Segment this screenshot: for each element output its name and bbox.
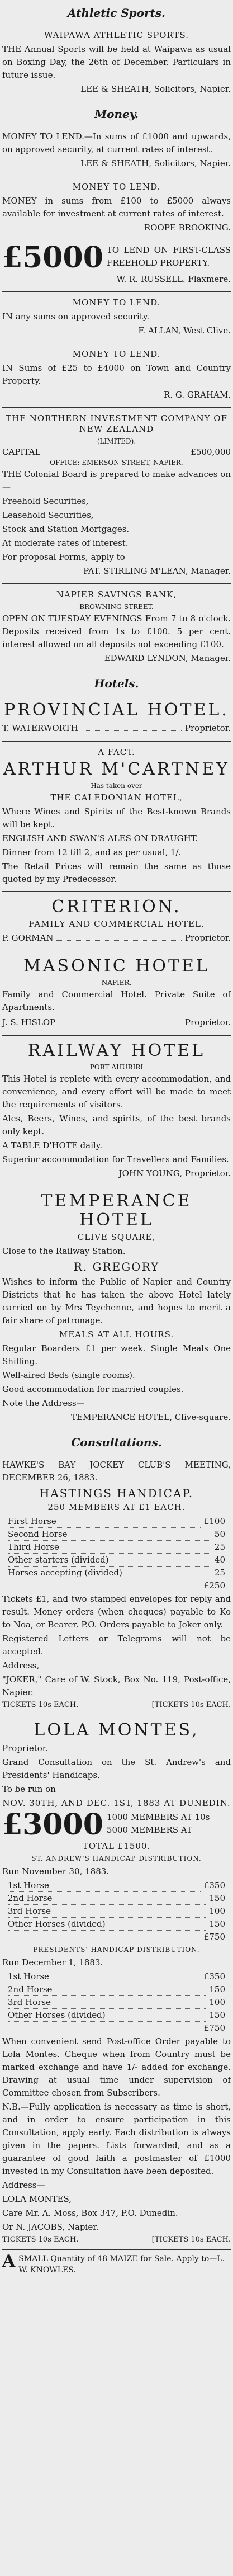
ad-money-brooking xyxy=(2,176,231,240)
prize-row xyxy=(8,1996,225,2009)
tickets-left: TICKETS 10s EACH. xyxy=(2,2235,79,2244)
ad-forms: For proposal Forms, apply to xyxy=(2,552,125,562)
prize-label: 2nd Horse xyxy=(8,1983,206,1996)
ad-northern-investment xyxy=(2,407,231,583)
distribution-title: ST. ANDREW'S HANDICAP DISTRIBUTION. xyxy=(31,1855,202,1862)
ad-body: Family and Commercial Hotel. Private Suite of Apartments. xyxy=(2,989,231,1012)
ad-maize xyxy=(2,2249,231,2276)
dot-leader xyxy=(56,932,181,941)
ad-drop-cap: A xyxy=(2,2252,16,2271)
capital-row xyxy=(2,446,231,458)
ad-address: LOLA MONTES, xyxy=(2,2194,72,2204)
ad-title: MONEY TO LEND. xyxy=(72,182,161,192)
prize-label: Second Horse xyxy=(8,1528,211,1541)
prize-label: 3rd Horse xyxy=(8,1996,206,2009)
ad-body: Tickets £1, and two stamped envelopes for reply and result. Money orders (when cheques) payable to Ko to Noa, or Bearer. P.O. Orders payable to Joker only. xyxy=(2,1594,231,1630)
section-heading-athletic: Athletic Sports. xyxy=(67,6,165,20)
ad-rate: At moderate rates of interest. xyxy=(2,538,129,548)
ad-money-graham xyxy=(2,343,231,407)
ad-street: CLIVE SQUARE, xyxy=(77,1232,156,1242)
ad-body: N.B.—Fully application is necessary as time is short, and in order to ensure participation in this Consultation, apply early. Each distribution is always given in the papers. Lists forwarded, and as a guarantee of good faith a postmaster of £1000 invested in my Consultation have been deposited. xyxy=(2,2102,231,2176)
tickets-right: [TICKETS 10s EACH. xyxy=(151,2235,231,2244)
ad-address-label: Note the Address— xyxy=(2,1398,85,1408)
ad-big-row xyxy=(2,1808,231,1842)
ad-taken: —Has taken over— xyxy=(84,782,149,790)
ad-pretitle: A FACT. xyxy=(98,747,135,757)
proprietor-role: Proprietor. xyxy=(184,723,231,733)
prize-list xyxy=(2,1515,231,1592)
ad-place: PORT AHURIRI xyxy=(89,1063,144,1071)
ad-body: MONEY TO LEND.—In sums of £1000 and upwards, on approved security, at current rates of interest. xyxy=(2,131,231,154)
ad-signature: JOHN YOUNG, Proprietor. xyxy=(118,1168,231,1178)
prize-label: 1st Horse xyxy=(8,1970,201,1983)
ad-address-label: Address, xyxy=(2,1660,40,1671)
prize-total-value: £750 xyxy=(203,1932,225,1942)
ad-subtitle: FAMILY AND COMMERCIAL HOTEL. xyxy=(28,919,205,929)
ad-body: TO LEND ON FIRST-CLASS FREEHOLD PROPERTY. xyxy=(106,245,231,268)
ad-title: ARTHUR M'CARTNEY xyxy=(3,759,230,779)
ad-title: MASONIC HOTEL xyxy=(23,956,210,976)
ad-title: TEMPERANCE HOTEL xyxy=(41,1191,192,1230)
ad-intro: HAWKE'S BAY JOCKEY CLUB'S MEETING, DECEMBER 26, 1883. xyxy=(2,1460,231,1483)
ad-subtitle: (LIMITED). xyxy=(97,437,136,445)
ad-title: THE NORTHERN INVESTMENT COMPANY OF NEW ZEALAND xyxy=(6,413,227,434)
tickets-left: TICKETS 10s EACH. xyxy=(2,1701,79,1709)
ad-members-block xyxy=(107,1811,231,1837)
prize-label: Other Horses (divided) xyxy=(8,1918,206,1931)
ad-big-amount: £5000 xyxy=(2,240,103,275)
ad-body: When convenient send Post-office Order payable to Lola Montes. Cheque when from Country must be marked exchange and have 1/- added for exchange. Drawing at usual time under supervision of Committee chosen from Subscribers. xyxy=(2,2036,231,2098)
ad-body: IN any sums on approved security. xyxy=(2,312,150,322)
proprietor-name: T. WATERWORTH xyxy=(2,723,78,733)
ad-body: Wishes to inform the Public of Napier and Country Districts that he has taken the above Hotel lately carried on by Mrs Teychenne, and hopes to merit a fair share of patronage. xyxy=(2,1277,231,1325)
ad-item: Leasehold Securities, xyxy=(2,510,94,520)
ad-meals: MEALS AT ALL HOURS. xyxy=(59,1329,174,1339)
prize-value: 150 xyxy=(209,1919,225,1929)
proprietor-row xyxy=(2,932,231,944)
proprietor-role: Proprietor. xyxy=(184,933,231,943)
ad-body: MONEY in sums from £100 to £5000 always available for investment at current rates of interest. xyxy=(2,196,231,219)
ad-body: Superior accommodation for Travellers and Families. xyxy=(2,1154,229,1164)
ad-title: MONEY TO LEND. xyxy=(72,298,161,308)
prize-row xyxy=(8,1879,225,1892)
members-line: 5000 MEMBERS AT xyxy=(106,1825,192,1835)
distribution-run: Run December 1, 1883. xyxy=(2,1957,103,1968)
ad-body: Well-aired Beds (single rooms). xyxy=(2,1370,135,1380)
prize-value: 150 xyxy=(209,2010,225,2020)
ad-body: OPEN ON TUESDAY EVENINGS From 7 to 8 o'clock. Deposits received from 1s to £100. 5 per cent. interest allowed on all deposits not exceeding £100. xyxy=(2,614,231,649)
ad-masonic-hotel xyxy=(2,951,231,1035)
prize-value: 100 xyxy=(209,1997,225,2007)
ad-title: NAPIER SAVINGS BANK, xyxy=(56,589,177,600)
ad-body: This Hotel is replete with every accommodation, and convenience, and every effort will be made to meet the requirements of visitors. xyxy=(2,1074,231,1110)
prize-total xyxy=(8,1579,225,1592)
ad-body: Ales, Beers, Wines, and spirits, of the best brands only kept. xyxy=(2,1114,231,1136)
ad-address: Or N. JACOBS, Napier. xyxy=(2,2222,99,2232)
ad-savings-bank xyxy=(2,583,231,671)
ad-total: TOTAL £1500. xyxy=(82,1841,151,1851)
ad-address-label: Address— xyxy=(2,2180,45,2190)
prize-label: Third Horse xyxy=(8,1541,211,1554)
distribution-run: Run November 30, 1883. xyxy=(2,1866,110,1876)
prize-row xyxy=(8,1567,225,1579)
prize-label: Other Horses (divided) xyxy=(8,2009,206,2022)
ad-body: Registered Letters or Telegrams will not be accepted. xyxy=(2,1634,231,1657)
ad-body: Grand Consultation on the St. Andrew's and Presidents' Handicaps. xyxy=(2,1757,231,1780)
ad-body: ENGLISH AND SWAN'S ALES ON DRAUGHT. xyxy=(2,833,198,843)
section-heading-consultations: Consultations. xyxy=(71,1436,162,1449)
ad-body: Good accommodation for married couples. xyxy=(2,1384,184,1394)
ad-item: Freehold Securities, xyxy=(2,496,89,506)
ad-office: OFFICE: EMERSON STREET, NAPIER. xyxy=(50,459,183,466)
ad-body: The Retail Prices will remain the same as those quoted by my Predecessor. xyxy=(2,861,231,884)
ad-big-amount: £3000 xyxy=(2,1808,103,1842)
ad-signature: EDWARD LYNDON, Manager. xyxy=(104,653,231,663)
prize-total-value: £750 xyxy=(203,2023,225,2033)
proprietor-name: P. GORMAN xyxy=(2,933,54,943)
prize-value: 25 xyxy=(214,1568,225,1578)
prize-row xyxy=(8,1515,225,1528)
ad-title: HASTINGS HANDICAP. xyxy=(39,1487,194,1500)
ad-criterion-hotel xyxy=(2,891,231,951)
proprietor-name: J. S. HISLOP xyxy=(2,1017,56,1027)
prize-total-value: £250 xyxy=(203,1580,225,1591)
prize-label: 2nd Horse xyxy=(8,1892,206,1905)
ad-address: TEMPERANCE HOTEL, Clive-square. xyxy=(71,1412,231,1422)
prize-value: £350 xyxy=(203,1880,225,1890)
ad-signature: W. R. RUSSELL. Flaxmere. xyxy=(116,274,231,284)
tickets-row xyxy=(2,2235,231,2245)
ad-temperance-hotel xyxy=(2,1186,231,1429)
ad-title: RAILWAY HOTEL xyxy=(27,1041,206,1060)
ad-role: Proprietor. xyxy=(2,1743,49,1753)
prize-label: 1st Horse xyxy=(8,1879,201,1892)
prize-value: 100 xyxy=(209,1906,225,1916)
ad-signature: ROOPE BROOKING. xyxy=(144,223,231,233)
ad-caledonian-hotel xyxy=(2,741,231,891)
ad-big-row xyxy=(2,240,231,275)
tickets-row xyxy=(2,1700,231,1710)
prize-label: First Horse xyxy=(8,1515,201,1528)
prize-row xyxy=(8,2009,225,2022)
section-heading-hotels: Hotels. xyxy=(94,677,139,690)
ad-title: LOLA MONTES, xyxy=(34,1720,199,1740)
prize-label: 3rd Horse xyxy=(8,1905,206,1918)
ad-item: Stock and Station Mortgages. xyxy=(2,524,130,534)
ad-provincial-hotel xyxy=(2,695,231,741)
prize-label: Other starters (divided) xyxy=(8,1554,211,1567)
ad-hastings-handicap xyxy=(2,1454,231,1715)
ad-body: Regular Boarders £1 per week. Single Meals One Shilling. xyxy=(2,1343,231,1366)
prize-value: 150 xyxy=(209,1984,225,1994)
members-line: 1000 MEMBERS AT 10s xyxy=(106,1812,210,1822)
prize-list xyxy=(2,1879,231,1943)
ad-owner: R. GREGORY xyxy=(73,1260,160,1273)
proprietor-row xyxy=(2,1016,231,1028)
ad-intro: THE Colonial Board is prepared to make advances on— xyxy=(2,469,231,492)
prize-row xyxy=(8,1970,225,1983)
proprietor-row xyxy=(2,722,231,734)
ad-signature: LEE & SHEATH, Solicitors, Napier. xyxy=(80,84,231,94)
prize-list xyxy=(2,1970,231,2034)
ad-title: PROVINCIAL HOTEL. xyxy=(4,700,229,720)
ad-hotel-name: THE CALEDONIAN HOTEL, xyxy=(50,792,183,803)
ad-members: 250 MEMBERS AT £1 EACH. xyxy=(47,1502,186,1512)
ad-signature: LEE & SHEATH, Solicitors, Napier. xyxy=(80,158,231,168)
dot-leader xyxy=(59,1016,182,1025)
prize-value: 150 xyxy=(209,1893,225,1903)
prize-value: £100 xyxy=(203,1516,225,1526)
ad-signature: F. ALLAN, West Clive. xyxy=(138,325,231,336)
prize-total xyxy=(8,2022,225,2034)
ad-place: NAPIER. xyxy=(101,979,132,987)
prize-row xyxy=(8,1892,225,1905)
prize-row xyxy=(8,1541,225,1554)
proprietor-role: Proprietor. xyxy=(184,1017,231,1027)
prize-row xyxy=(8,1983,225,1996)
ad-title: MONEY TO LEND. xyxy=(72,349,161,359)
prize-row xyxy=(8,1918,225,1931)
capital-label: CAPITAL xyxy=(2,447,41,457)
prize-total xyxy=(8,1931,225,1943)
ad-waipawa-sports xyxy=(2,25,231,101)
ad-subtitle: BROWNING-STREET. xyxy=(79,603,154,611)
ad-address: Care Mr. A. Moss, Box 347, P.O. Dunedin. xyxy=(2,2208,178,2218)
ad-body: IN Sums of £25 to £4000 on Town and Country Property. xyxy=(2,363,231,386)
prize-value: £350 xyxy=(203,1971,225,1981)
prize-row xyxy=(8,1554,225,1567)
ad-dates: NOV. 30TH, AND DEC. 1ST, 1883 AT DUNEDIN. xyxy=(2,1798,231,1808)
prize-value: 40 xyxy=(214,1555,225,1565)
prize-value: 25 xyxy=(214,1542,225,1552)
ad-address: "JOKER," Care of W. Stock, Box No. 119, Post-office, Napier. xyxy=(2,1674,231,1697)
ad-body: A TABLE D'HOTE daily. xyxy=(2,1140,102,1150)
dot-leader xyxy=(82,722,182,731)
distribution-title: PRESIDENTS' HANDICAP DISTRIBUTION. xyxy=(33,1946,200,1954)
ad-title: WAIPAWA ATHLETIC SPORTS. xyxy=(44,30,189,40)
ad-body: Where Wines and Spirits of the Best-known Brands will be kept. xyxy=(2,806,231,829)
tickets-right: [TICKETS 10s EACH. xyxy=(151,1701,231,1709)
prize-label: Horses accepting (divided) xyxy=(8,1567,211,1579)
ad-body: THE Annual Sports will be held at Waipawa as usual on Boxing Day, the 26th of December. Particulars in future issue. xyxy=(2,44,231,80)
ad-lola-montes xyxy=(2,1715,231,2249)
ad-body: To be run on xyxy=(2,1784,56,1794)
prize-row xyxy=(8,1528,225,1541)
ad-body: SMALL Quantity of 48 MAIZE for Sale. Apply to—L. W. KNOWLES. xyxy=(18,2254,225,2275)
ad-title: CRITERION. xyxy=(51,897,182,917)
ad-body: Dinner from 12 till 2, and as per usual, 1/. xyxy=(2,847,182,857)
ad-signature: PAT. STIRLING M'LEAN, Manager. xyxy=(83,566,231,576)
section-heading-money: Money. xyxy=(94,107,139,121)
prize-value: 50 xyxy=(214,1529,225,1539)
ad-money-russell xyxy=(2,240,231,291)
capital-value: £500,000 xyxy=(191,447,231,457)
ad-signature: R. G. GRAHAM. xyxy=(164,390,231,400)
ad-railway-hotel xyxy=(2,1035,231,1186)
ad-money-allan xyxy=(2,291,231,343)
ad-money-lee-sheath xyxy=(2,126,231,176)
prize-row xyxy=(8,1905,225,1918)
ad-near: Close to the Railway Station. xyxy=(2,1246,126,1256)
